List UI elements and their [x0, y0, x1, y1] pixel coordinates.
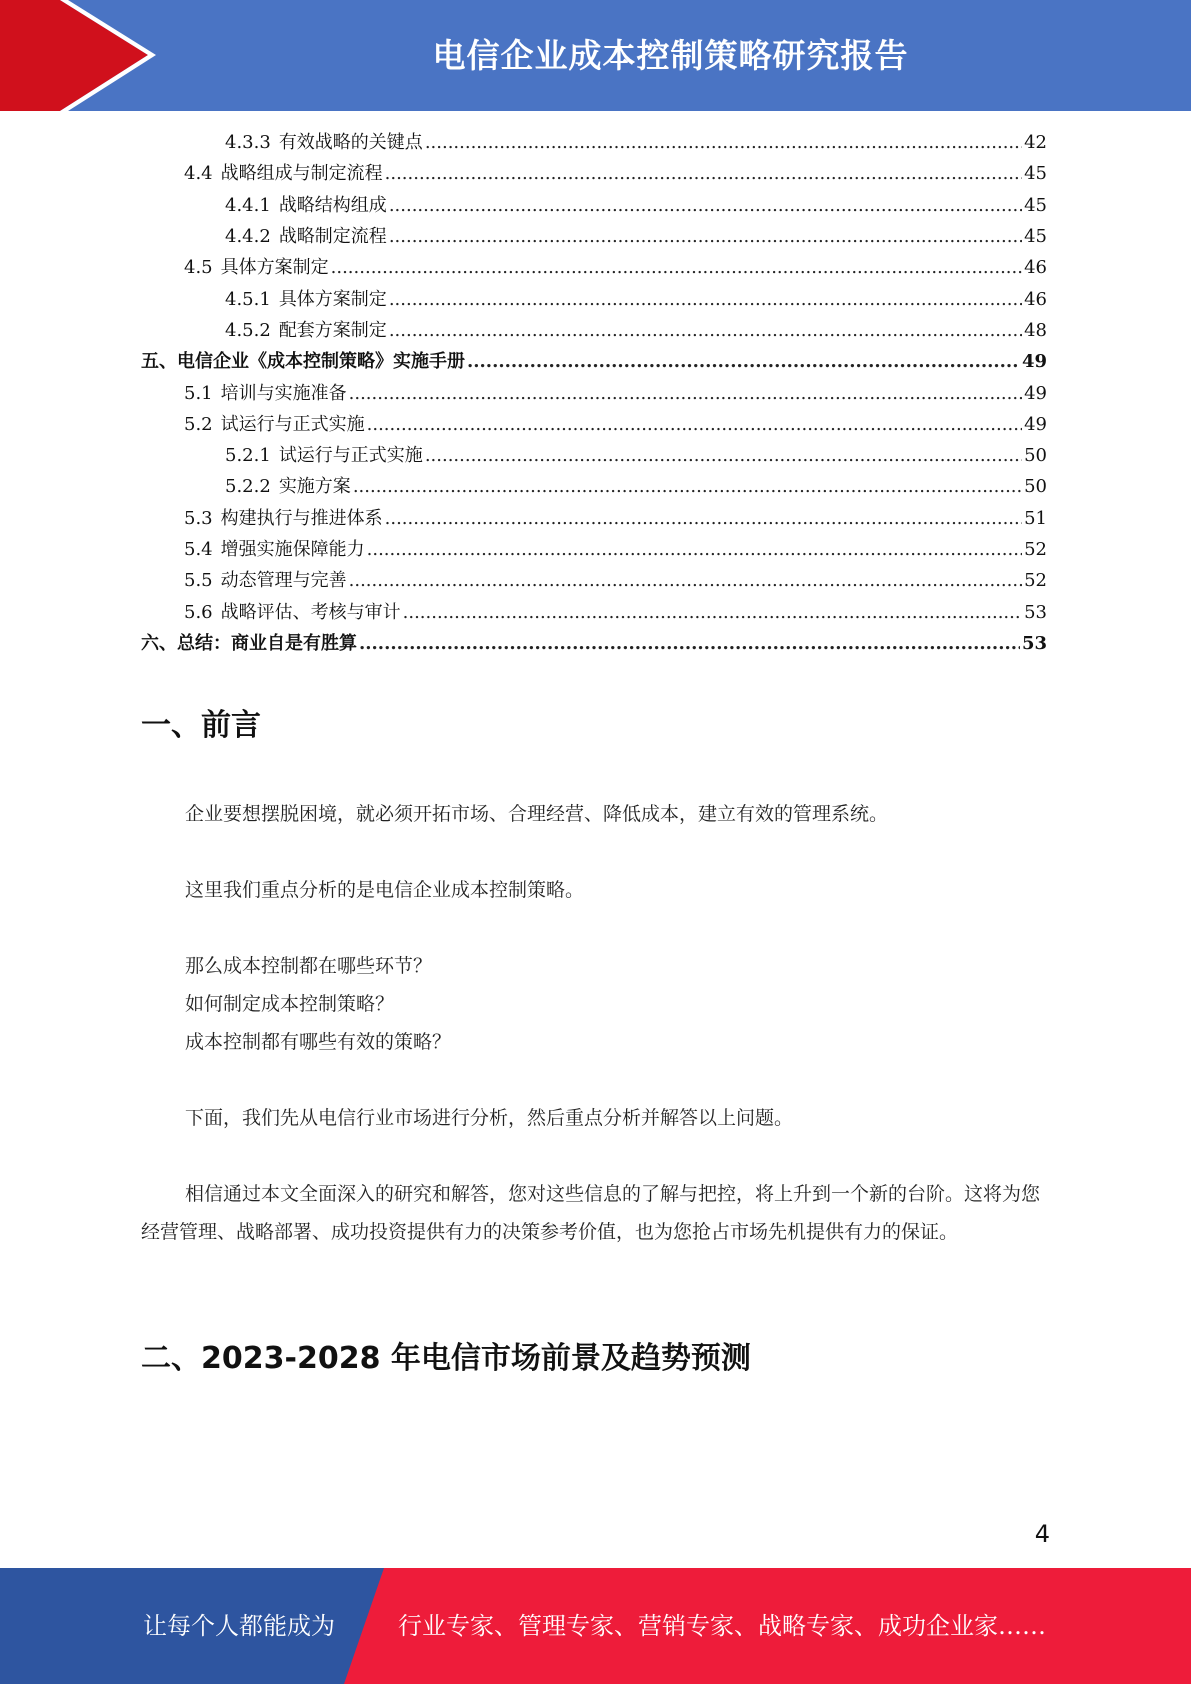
toc-entry[interactable]: [141, 534, 1047, 565]
paragraph: 下面，我们先从电信行业市场进行分析，然后重点分析并解答以上问题。: [185, 1107, 794, 1129]
question-line: 成本控制都有哪些有效的策略？: [185, 1031, 452, 1053]
toc-entry-page: 53: [1024, 601, 1047, 623]
toc-leader-dots: [359, 628, 1020, 659]
toc-entry-title: 战略评估、考核与审计: [220, 601, 401, 623]
toc-entry-title: 试运行与正式实施: [220, 413, 365, 435]
toc-entry-number: 5.4: [184, 539, 213, 560]
toc-entry-number: 5.5: [184, 570, 213, 592]
toc-entry[interactable]: [141, 596, 1047, 627]
toc-entry-title: 具体方案制定: [220, 257, 329, 279]
toc-leader-dots: [349, 565, 1022, 596]
toc-leader-dots: [367, 409, 1022, 440]
toc-leader-dots: [467, 346, 1020, 377]
toc-entry[interactable]: [141, 190, 1047, 221]
toc-entry-title: 实施方案: [278, 476, 351, 498]
toc-entry[interactable]: [141, 252, 1047, 283]
toc-entry-page: 48: [1024, 319, 1047, 341]
toc-entry-number: 4.4: [184, 163, 213, 185]
toc-entry-page: 45: [1024, 194, 1047, 216]
toc-entry-title: 战略制定流程: [278, 226, 387, 248]
toc-entry-number: 4.4.1: [225, 194, 271, 216]
toc-entry[interactable]: [141, 221, 1047, 252]
toc-leader-dots: [331, 252, 1022, 283]
section-heading-market-outlook: 二、2023-2028 年电信市场前景及趋势预测: [141, 1341, 751, 1376]
toc-entry-title: 培训与实施准备: [220, 382, 347, 404]
toc-entry[interactable]: [141, 440, 1047, 471]
toc-entry-title: 增强实施保障能力: [220, 539, 365, 560]
section-heading-preface: 一、前言: [141, 708, 261, 743]
toc-entry-number: 5.3: [184, 507, 213, 529]
toc-entry[interactable]: [141, 503, 1047, 534]
footer-slogan-right: 行业专家、管理专家、营销专家、战略专家、成功企业家……: [398, 1612, 1046, 1640]
toc-entry-page: 42: [1024, 132, 1047, 154]
toc-leader-dots: [389, 190, 1022, 221]
toc-entry-number: 4.3.3: [225, 132, 271, 154]
toc-entry[interactable]: [141, 377, 1047, 408]
toc-leader-dots: [385, 158, 1022, 189]
page-footer: [0, 1568, 1191, 1684]
toc-entry-page: 45: [1024, 226, 1047, 248]
toc-entry[interactable]: [141, 628, 1047, 659]
toc-entry-title: 战略组成与制定流程: [220, 163, 383, 185]
toc-entry[interactable]: [141, 471, 1047, 502]
toc-entry-number: 5.2.2: [225, 476, 271, 498]
toc-entry-page: 52: [1024, 539, 1047, 560]
question-line: 那么成本控制都在哪些环节？: [185, 955, 433, 977]
document-title: 电信企业成本控制策略研究报告: [432, 36, 909, 75]
toc-entry[interactable]: [141, 283, 1047, 314]
toc-entry-page: 46: [1024, 288, 1047, 310]
toc-leader-dots: [403, 597, 1022, 628]
question-line: 如何制定成本控制策略？: [185, 993, 395, 1015]
toc-entry-number: 5.6: [184, 601, 213, 623]
toc-leader-dots: [367, 534, 1022, 565]
toc-entry[interactable]: [141, 127, 1047, 158]
paragraph: 相信通过本文全面深入的研究和解答，您对这些信息的了解与把控，将上升到一个新的台阶。这将为您经营管理、战略部署、成功投资提供有力的决策参考价值，也为您抢占市场先机提供有力的保证。: [141, 1183, 1041, 1243]
toc-entry[interactable]: [141, 346, 1047, 377]
paragraph: 企业要想摆脱困境，就必须开拓市场、合理经营、降低成本，建立有效的管理系统。: [185, 803, 889, 825]
toc-entry-title: 有效战略的关键点: [278, 132, 423, 154]
toc-entry[interactable]: [141, 409, 1047, 440]
toc-entry-number: 5.1: [184, 382, 213, 404]
toc-entry-title: 配套方案制定: [278, 319, 387, 341]
page-header: [0, 0, 1191, 111]
toc-entry-page: 49: [1021, 351, 1047, 373]
toc-entry-page: 50: [1024, 476, 1047, 498]
toc-entry-page: 45: [1024, 163, 1047, 185]
page-number: 4: [1034, 1520, 1050, 1548]
toc-entry-number: 4.5.2: [225, 319, 271, 341]
toc-entry-page: 49: [1024, 382, 1047, 404]
toc-entry-page: 52: [1024, 570, 1047, 592]
toc-entry-title: 五、电信企业《成本控制策略》实施手册: [141, 351, 465, 373]
table-of-contents: [141, 127, 1047, 659]
toc-entry-page: 49: [1024, 413, 1047, 435]
toc-entry-title: 六、总结：商业自是有胜算: [141, 632, 357, 654]
toc-entry[interactable]: [141, 565, 1047, 596]
toc-entry-page: 53: [1021, 632, 1047, 654]
toc-entry-number: 4.5.1: [225, 288, 271, 310]
toc-entry-page: 51: [1024, 507, 1047, 529]
toc-entry-title: 具体方案制定: [278, 288, 387, 310]
toc-entry-title: 构建执行与推进体系: [220, 507, 383, 529]
toc-entry-number: 5.2.1: [225, 445, 271, 467]
toc-leader-dots: [389, 315, 1022, 346]
toc-entry-title: 试运行与正式实施: [278, 445, 423, 467]
toc-entry[interactable]: [141, 315, 1047, 346]
toc-entry-page: 46: [1024, 257, 1047, 279]
toc-leader-dots: [425, 127, 1022, 158]
toc-entry-page: 50: [1024, 445, 1047, 467]
toc-entry[interactable]: [141, 158, 1047, 189]
toc-leader-dots: [349, 378, 1022, 409]
toc-leader-dots: [425, 440, 1022, 471]
toc-entry-title: 动态管理与完善: [220, 570, 347, 592]
toc-leader-dots: [389, 221, 1022, 252]
toc-leader-dots: [389, 284, 1022, 315]
paragraph: 这里我们重点分析的是电信企业成本控制策略。: [185, 879, 585, 901]
footer-slogan-left: 让每个人都能成为: [143, 1612, 335, 1640]
toc-leader-dots: [353, 471, 1022, 502]
toc-entry-number: 5.2: [184, 413, 213, 435]
toc-leader-dots: [385, 503, 1022, 534]
toc-entry-number: 4.4.2: [225, 226, 271, 248]
toc-entry-title: 战略结构组成: [278, 194, 387, 216]
toc-entry-number: 4.5: [184, 257, 213, 279]
